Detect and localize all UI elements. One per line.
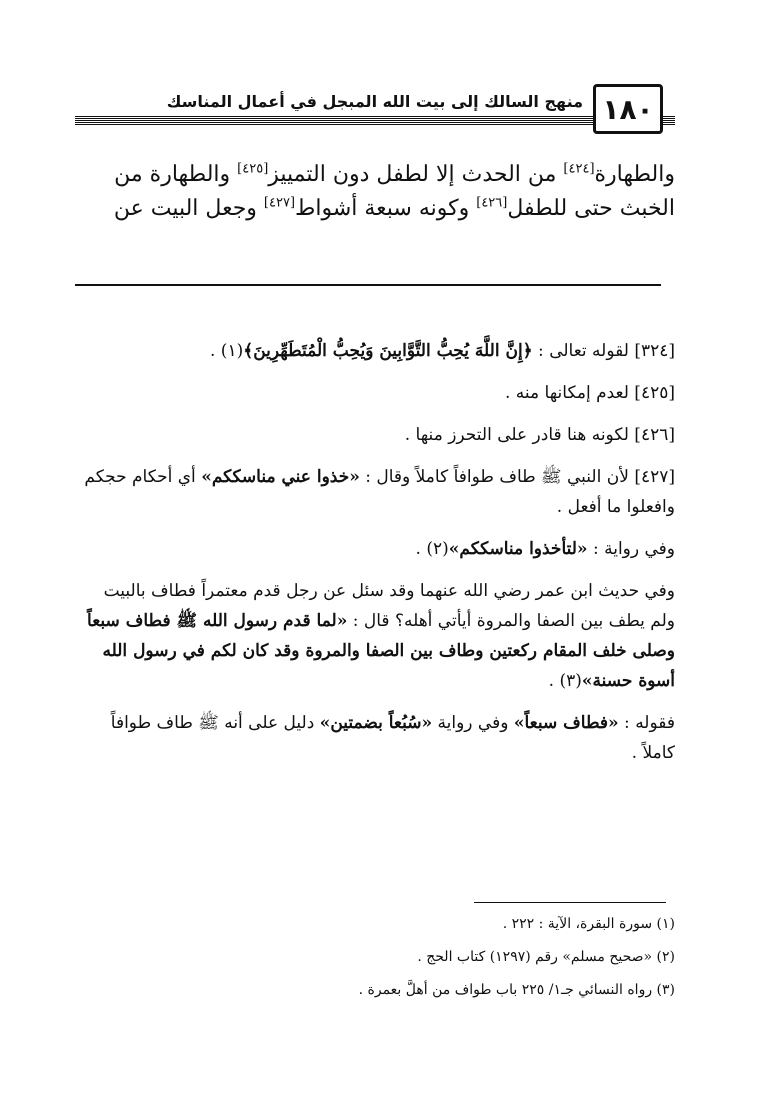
note-text: أي أحكام حجكم وافعلوا ما أفعل . bbox=[84, 467, 675, 517]
header-rule bbox=[75, 116, 675, 126]
note-426: [٤٢٦] لكونه هنا قادر على التحرز منها . bbox=[404, 425, 675, 445]
main-text: من الحدث إلا لطفل دون التمييز bbox=[268, 162, 564, 187]
main-text: وجعل البيت عن bbox=[113, 196, 264, 221]
footnote-divider bbox=[474, 902, 666, 903]
footnote-2: (٢) «صحيح مسلم» رقم (١٢٩٧) كتاب الحج . bbox=[417, 949, 675, 965]
note-text: (٣) . bbox=[548, 671, 582, 691]
footnotes bbox=[75, 912, 675, 1011]
hadith-quote: «فطاف سبعاً» bbox=[513, 713, 619, 733]
footnote-3: (٣) رواه النسائي جـ١/ ٢٢٥ باب طواف من أهلَّ بعمرة . bbox=[358, 982, 675, 998]
main-text: والطهارة من bbox=[114, 162, 238, 187]
quran-verse: ﴿إِنَّ اللَّهَ يُحِبُّ التَّوَّابِينَ وَيُحِبُّ الْمُتَطَهِّرِينَ﴾ bbox=[243, 341, 533, 361]
main-paragraph bbox=[75, 158, 675, 226]
note-ref: [٤٢٧] bbox=[263, 195, 296, 211]
note-ref: [٤٢٥] bbox=[237, 161, 269, 177]
note-text: وفي رواية bbox=[432, 713, 514, 733]
note-text: (٢) . bbox=[415, 539, 449, 559]
footnote-1: (١) سورة البقرة، الآية : ٢٢٢ . bbox=[502, 916, 675, 932]
note-424 bbox=[75, 336, 675, 366]
note-425: [٤٢٥] لعدم إمكانها منه . bbox=[504, 383, 675, 403]
section-divider bbox=[75, 284, 661, 286]
note-text: دليل على أنه ﷺ طاف طوافاً كاملاً . bbox=[110, 713, 675, 763]
note-hadith bbox=[75, 576, 675, 696]
note-427 bbox=[75, 462, 675, 522]
hadith-quote: «خذوا عني مناسككم» bbox=[201, 467, 360, 487]
hadith-quote: «لتأخذوا مناسككم» bbox=[448, 539, 588, 559]
hadith-quote: «لما قدم رسول الله ﷺ فطاف سبعاً وصلى خلف المقام ركعتين وطاف بين الصفا والمروة وقد كان لكم في رسول الله أسوة حسنة» bbox=[87, 611, 675, 691]
note-final bbox=[75, 708, 675, 768]
note-text: (١) . bbox=[210, 341, 244, 361]
main-text: وكونه سبعة أشواط bbox=[295, 196, 477, 221]
main-line-2 bbox=[75, 192, 675, 226]
commentary-notes bbox=[75, 336, 675, 780]
main-line-1 bbox=[75, 158, 675, 192]
note-text: فقوله : bbox=[618, 713, 675, 733]
note-ref: [٤٢٦] bbox=[476, 195, 508, 211]
book-title: منهج السالك إلى بيت الله المبجل في أعمال المناسك bbox=[166, 92, 583, 111]
note-text: [٤٢٧] لأن النبي ﷺ طاف طوافاً كاملاً وقال : bbox=[359, 467, 675, 487]
main-text: الخبث حتى للطفل bbox=[507, 196, 675, 221]
note-text: وفي رواية : bbox=[587, 539, 675, 559]
main-text: والطهارة bbox=[594, 162, 675, 187]
note-text: وفي حديث ابن عمر رضي الله عنهما وقد سئل عن رجل قدم معتمراً فطاف بالبيت ولم يطف بين الصفا والمروة أيأتي أهله؟ قال : bbox=[103, 581, 675, 631]
hadith-quote: «سُبُعاً بضمتين» bbox=[319, 713, 433, 733]
note-text: [٣٢٤] لقوله تعالى : bbox=[532, 341, 675, 361]
note-riwaya bbox=[75, 534, 675, 564]
note-ref: [٤٢٤] bbox=[563, 161, 595, 177]
page-header bbox=[75, 84, 675, 134]
page-number: ١٨٠ bbox=[593, 84, 663, 134]
